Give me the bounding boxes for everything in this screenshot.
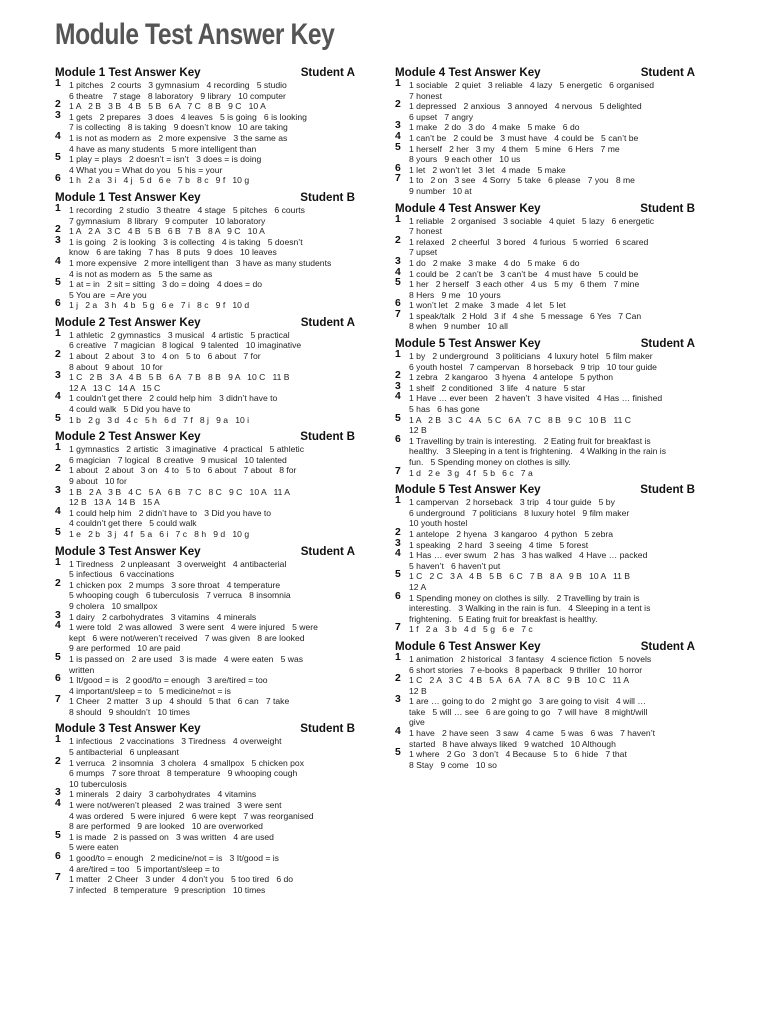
- exercise-number: 5: [395, 141, 401, 153]
- exercise-number: 3: [55, 370, 61, 382]
- exercise-answers: 1 matter 2 Cheer 3 under 4 don’t you 5 too tired 6 do 7 infected 8 temperature 9 prescription 10 times: [69, 874, 294, 895]
- exercise-answers: 1 B 2 A 3 B 4 C 5 A 6 B 7 C 8 C 9 C 10 A 11 A 12 B 13 A 14 B 15 A: [69, 486, 291, 508]
- exercise-answers: 1 won’t let 2 make 3 made 4 let 5 let: [409, 300, 566, 311]
- exercise-number: 4: [55, 130, 61, 142]
- exercise-answers: 1 d 2 e 3 g 4 f 5 b 6 c 7 a: [409, 467, 533, 478]
- exercise-number: 1: [395, 651, 401, 663]
- exercise-number: 2: [55, 224, 61, 236]
- exercise-number: 7: [395, 173, 401, 185]
- module-title: Module 2 Test Answer Key: [55, 315, 201, 329]
- exercise-item: [395, 162, 695, 176]
- exercise-item: [55, 109, 355, 133]
- exercise-number: 5: [395, 569, 401, 581]
- exercise-item: [395, 675, 695, 696]
- answer-section: [395, 202, 695, 333]
- exercise-answers: 1 C 2 C 3 A 4 B 5 B 6 C 7 B 8 A 9 B 10 A 11 B 12 A: [409, 571, 631, 592]
- exercise-answers: 1 depressed 2 anxious 3 annoyed 4 nervous 5 delighted 6 upset 7 angry: [409, 101, 642, 122]
- exercise-answers: 1 good/to = enough 2 medicine/not = is 3 It/good = is 4 are/tired = too 5 important/sleep = to: [69, 853, 279, 874]
- exercise-item: [395, 213, 695, 237]
- exercise-number: 2: [395, 234, 401, 246]
- exercise-item: [395, 393, 695, 414]
- exercise-item: [55, 505, 355, 529]
- exercise-item: [55, 279, 355, 300]
- exercise-number: 1: [55, 202, 61, 214]
- exercise-answers: 1 were not/weren’t pleased 2 was trained 3 were sent 4 was ordered 5 were injured 6 were kept 7 was reorganised 8 are performed 9 are looked 10 are overworked: [69, 800, 314, 832]
- exercise-number: 3: [395, 537, 401, 549]
- exercise-answers: 1 could be 2 can’t be 3 can’t be 4 must have 5 could be: [409, 268, 639, 279]
- section-heading: [55, 66, 355, 79]
- exercise-answers: 1 can’t be 2 could be 3 must have 4 could be 5 can’t be: [409, 132, 639, 143]
- exercise-item: [55, 853, 355, 874]
- exercise-answers: 1 gets 2 prepares 3 does 4 leaves 5 is going 6 is looking 7 is collecting 8 is taking 9 doesn’t know 10 are taking: [69, 111, 307, 133]
- exercise-answers: 1 animation 2 historical 3 fantasy 4 science fiction 5 novels 6 short stories 7 e-books 8 paperback 9 thriller 10 horror: [409, 653, 652, 675]
- exercise-answers: 1 campervan 2 horseback 3 trip 4 tour guide 5 by 6 underground 7 politicians 8 luxury hotel 9 film maker 10 youth hostel: [409, 497, 630, 529]
- section-heading: [395, 640, 695, 653]
- exercise-number: 7: [395, 308, 401, 320]
- exercise-answers: 1 Tiredness 2 unpleasant 3 overweight 4 antibacterial 5 infectious 6 vaccinations: [69, 558, 287, 580]
- exercise-answers: 1 about 2 about 3 on 4 to 5 to 6 about 7 about 8 for 9 about 10 for: [69, 465, 297, 486]
- exercise-number: 3: [55, 787, 61, 799]
- exercise-answers: 1 at = in 2 sit = sitting 3 do = doing 4 does = do 5 You are = Are you: [69, 279, 263, 300]
- exercise-item: [55, 484, 355, 508]
- exercise-item: [55, 736, 355, 757]
- exercise-item: [55, 300, 355, 311]
- exercise-answers: 1 are … going to do 2 might go 3 are going to visit 4 will … take 5 will … see 6 are going to go 7 will have 8 might/will give: [409, 696, 648, 728]
- student-label: Student A: [640, 66, 695, 79]
- exercise-item: [55, 444, 355, 465]
- exercise-item: [395, 130, 695, 144]
- exercise-number: 4: [395, 266, 401, 278]
- exercise-item: [395, 380, 695, 394]
- exercise-number: 6: [395, 298, 401, 310]
- module-title: Module 4 Test Answer Key: [395, 66, 541, 79]
- student-label: Student A: [300, 544, 355, 558]
- exercise-number: 1: [55, 78, 61, 89]
- exercise-number: 4: [55, 798, 61, 810]
- exercise-number: 2: [395, 370, 401, 382]
- exercise-number: 6: [395, 590, 401, 602]
- student-label: Student B: [300, 722, 355, 736]
- exercise-number: 2: [55, 755, 61, 767]
- exercise-item: [55, 874, 355, 895]
- exercise-answers: 1 couldn’t get there 2 could help him 3 didn’t have to 4 could walk 5 Did you have to: [69, 393, 278, 415]
- exercise-number: 5: [55, 277, 61, 289]
- exercise-answers: 1 to 2 on 3 see 4 Sorry 5 take 6 please 7 you 8 me 9 number 10 at: [409, 175, 635, 196]
- exercise-number: 7: [55, 872, 61, 884]
- exercise-answers: 1 were told 2 was allowed 3 were sent 4 were injured 5 were kept 6 were not/weren’t received 7 was given 8 are looked 9 are performed 10 are paid: [69, 622, 318, 654]
- exercise-number: 4: [395, 548, 401, 560]
- exercise-answers: 1 let 2 won’t let 3 let 4 made 5 make: [409, 164, 566, 175]
- exercise-item: [395, 624, 695, 635]
- exercise-number: 4: [395, 726, 401, 738]
- exercise-number: 4: [55, 255, 61, 267]
- module-title: Module 4 Test Answer Key: [395, 201, 541, 215]
- exercise-item: [395, 300, 695, 311]
- exercise-item: [395, 526, 695, 540]
- exercise-item: [55, 800, 355, 832]
- exercise-number: 5: [395, 277, 401, 289]
- exercise-number: 1: [395, 78, 401, 89]
- exercise-answers: 1 gymnastics 2 artistic 3 imaginative 4 practical 5 athletic 6 magician 7 logical 8 creative 9 musical 10 talented: [69, 444, 304, 465]
- exercise-number: 4: [55, 620, 61, 632]
- exercise-item: [395, 412, 695, 436]
- exercise-item: [395, 255, 695, 269]
- exercise-number: 6: [55, 173, 61, 185]
- student-label: Student B: [300, 190, 355, 204]
- exercise-item: [395, 590, 695, 625]
- exercise-number: 3: [55, 609, 61, 621]
- exercise-answers: 1 is not as modern as 2 more expensive 3 the same as 4 have as many students 5 more intelligent than: [69, 132, 288, 154]
- exercise-item: [55, 651, 355, 675]
- module-title: Module 2 Test Answer Key: [55, 430, 201, 444]
- answer-section: [55, 545, 355, 718]
- exercise-number: 1: [55, 734, 61, 746]
- exercise-answers: 1 about 2 about 3 to 4 on 5 to 6 about 7 for 8 about 9 about 10 for: [69, 351, 261, 372]
- exercise-answers: 1 herself 2 her 3 my 4 them 5 mine 6 Hers 7 me 8 yours 9 each other 10 us: [409, 143, 620, 165]
- exercise-number: 7: [395, 465, 401, 477]
- exercise-number: 1: [55, 327, 61, 339]
- section-heading: [395, 483, 695, 496]
- exercise-answers: 1 Have … ever been 2 haven’t 3 have visited 4 Has … finished 5 has 6 has gone: [409, 393, 663, 415]
- student-label: Student B: [300, 430, 355, 444]
- exercise-answers: 1 Cheer 2 matter 3 up 4 should 5 that 6 can 7 take 8 should 9 shouldn’t 10 times: [69, 696, 290, 717]
- exercise-item: [55, 327, 355, 351]
- exercise-answers: 1 speaking 2 hard 3 seeing 4 time 5 forest: [409, 539, 589, 550]
- exercise-answers: 1 e 2 b 3 j 4 f 5 a 6 i 7 c 8 h 9 d 10 g: [69, 528, 250, 539]
- exercise-item: [395, 696, 695, 728]
- student-label: Student A: [640, 337, 695, 351]
- exercise-item: [395, 465, 695, 479]
- exercise-answers: 1 athletic 2 gymnastics 3 musical 4 artistic 5 practical 6 creative 7 magician 8 logical 9 talented 10 imaginative: [69, 329, 302, 351]
- exercise-answers: 1 j 2 a 3 h 4 b 5 g 6 e 7 i 8 c 9 f 10 d: [69, 300, 250, 311]
- exercise-item: [395, 351, 695, 372]
- section-heading: [55, 316, 355, 329]
- exercise-number: 2: [55, 99, 61, 111]
- exercise-answers: 1 chicken pox 2 mumps 3 sore throat 4 temperature 5 whooping cough 6 tuberculosis 7 verruca 8 insomnia 9 cholera 10 smallpox: [69, 579, 291, 611]
- exercise-number: 2: [395, 673, 401, 685]
- module-title: Module 3 Test Answer Key: [55, 722, 201, 736]
- exercise-answers: 1 make 2 do 3 do 4 make 5 make 6 do: [409, 122, 580, 133]
- exercise-number: 4: [395, 391, 401, 403]
- exercise-item: [395, 433, 695, 468]
- exercise-answers: 1 more expensive 2 more intelligent than 3 have as many students 4 is not as modern as 5 the same as: [69, 257, 332, 279]
- exercise-answers: 1 Spending money on clothes is silly. 2 Travelling by train is interesting. 3 Walking in the rain is fun. 4 Sleeping in a tent is frightening. 5 Eating fruit for breakfast is healthy.: [409, 592, 651, 624]
- exercise-number: 2: [55, 577, 61, 589]
- module-title: Module 5 Test Answer Key: [395, 337, 541, 351]
- exercise-item: [395, 141, 695, 165]
- student-label: Student A: [300, 315, 355, 329]
- exercise-item: [395, 749, 695, 770]
- answer-section: [395, 337, 695, 478]
- exercise-item: [55, 622, 355, 654]
- exercise-number: 5: [395, 412, 401, 424]
- exercise-number: 7: [55, 694, 61, 706]
- exercise-answers: 1 dairy 2 carbohydrates 3 vitamins 4 minerals: [69, 611, 257, 622]
- exercise-number: 5: [395, 747, 401, 759]
- exercise-number: 2: [395, 526, 401, 538]
- exercise-answers: 1 where 2 Go 3 don’t 4 Because 5 to 6 hide 7 that 8 Stay 9 come 10 so: [409, 749, 627, 770]
- exercise-number: 2: [55, 463, 61, 475]
- answer-section: [55, 316, 355, 425]
- answer-section: [55, 66, 355, 186]
- exercise-item: [55, 556, 355, 580]
- exercise-answers: 1 Has … ever swum 2 has 3 has walked 4 Have … packed 5 haven’t 6 haven’t put: [409, 550, 648, 571]
- section-heading: [55, 722, 355, 735]
- exercise-answers: 1 minerals 2 dairy 3 carbohydrates 4 vitamins: [69, 789, 257, 800]
- exercise-number: 3: [395, 380, 401, 392]
- exercise-answers: 1 A 2 B 3 B 4 B 5 B 6 A 7 C 8 B 9 C 10 A: [69, 101, 266, 112]
- exercise-answers: 1 b 2 g 3 d 4 c 5 h 6 d 7 f 8 j 9 a 10 i: [69, 414, 250, 425]
- exercise-answers: 1 shelf 2 conditioned 3 life 4 nature 5 star: [409, 382, 586, 393]
- exercise-item: [55, 101, 355, 112]
- exercise-item: [55, 372, 355, 393]
- exercise-number: 1: [55, 556, 61, 568]
- exercise-answers: 1 verruca 2 insomnia 3 cholera 4 smallpox 5 chicken pox 6 mumps 7 sore throat 8 temperature 9 whooping cough 10 tuberculosis: [69, 757, 305, 789]
- exercise-number: 6: [55, 851, 61, 862]
- exercise-item: [395, 537, 695, 551]
- exercise-answers: 1 do 2 make 3 make 4 do 5 make 6 do: [409, 257, 580, 268]
- exercise-answers: 1 sociable 2 quiet 3 reliable 4 lazy 5 energetic 6 organised 7 honest: [409, 80, 655, 101]
- exercise-item: [55, 255, 355, 279]
- exercise-item: [55, 202, 355, 226]
- answer-section: [55, 430, 355, 539]
- exercise-item: [395, 279, 695, 300]
- answer-section: [55, 191, 355, 311]
- exercise-item: [55, 351, 355, 372]
- exercise-answers: 1 reliable 2 organised 3 sociable 4 quiet 5 lazy 6 energetic 7 honest: [409, 215, 655, 237]
- exercise-item: [55, 175, 355, 186]
- exercise-item: [55, 130, 355, 154]
- answer-section: [395, 640, 695, 771]
- exercise-item: [395, 101, 695, 122]
- exercise-number: 1: [395, 213, 401, 225]
- section-heading: [395, 66, 695, 79]
- exercise-answers: 1 play = plays 2 doesn’t = isn’t 3 does = is doing 4 What you = What do you 5 his = your: [69, 154, 262, 175]
- exercise-answers: 1 could help him 2 didn’t have to 3 Did you have to 4 couldn’t get there 5 could walk: [69, 507, 272, 529]
- exercise-answers: 1 antelope 2 hyena 3 kangaroo 4 python 5 zebra: [409, 528, 614, 539]
- exercise-answers: 1 infectious 2 vaccinations 3 Tiredness 4 overweight 5 antibacterial 6 unpleasant: [69, 736, 282, 758]
- exercise-item: [55, 526, 355, 540]
- exercise-answers: 1 Travelling by train is interesting. 2 Eating fruit for breakfast is healthy. 3 Sleeping in a tent is frightening. 4 Walking in the rain is fun. 5 Spending money on clothes is silly.: [409, 435, 667, 467]
- exercise-item: [395, 372, 695, 383]
- module-title: Module 5 Test Answer Key: [395, 483, 541, 497]
- answer-section: [55, 722, 355, 895]
- exercise-answers: 1 pitches 2 courts 3 gymnasium 4 recording 5 studio 6 theatre 7 stage 8 laboratory 9 library 10 computer: [69, 80, 287, 101]
- exercise-item: [55, 226, 355, 237]
- exercise-item: [395, 266, 695, 280]
- exercise-item: [55, 755, 355, 790]
- exercise-number: 6: [395, 162, 401, 174]
- exercise-item: [55, 412, 355, 426]
- exercise-answers: 1 It/good = is 2 good/to = enough 3 are/tired = too 4 important/sleep = to 5 medicine/not = is: [69, 675, 268, 696]
- student-label: Student A: [300, 66, 355, 79]
- exercise-answers: 1 h 2 a 3 i 4 j 5 d 6 e 7 b 8 c 9 f 10 g: [69, 175, 250, 186]
- exercise-item: [55, 696, 355, 717]
- exercise-answers: 1 recording 2 studio 3 theatre 4 stage 5 pitches 6 courts 7 gymnasium 8 library 9 computer 10 laboratory: [69, 204, 305, 226]
- exercise-item: [55, 675, 355, 696]
- exercise-answers: 1 A 2 B 3 C 4 A 5 C 6 A 7 C 8 B 9 C 10 B 11 C 12 B: [409, 414, 631, 436]
- exercise-number: 1: [395, 495, 401, 507]
- section-heading: [55, 430, 355, 443]
- exercise-item: [55, 577, 355, 612]
- exercise-item: [55, 789, 355, 800]
- exercise-item: [395, 728, 695, 749]
- exercise-item: [395, 122, 695, 133]
- student-label: Student B: [640, 201, 695, 215]
- exercise-number: 5: [55, 651, 61, 663]
- exercise-number: 5: [55, 829, 61, 841]
- exercise-answers: 1 C 2 A 3 C 4 B 5 A 6 A 7 A 8 C 9 B 10 C 11 A 12 B: [409, 675, 630, 696]
- exercise-item: [395, 497, 695, 529]
- exercise-number: 4: [55, 505, 61, 517]
- exercise-answers: 1 zebra 2 kangaroo 3 hyena 4 antelope 5 python: [409, 372, 614, 383]
- page-title: Module Test Answer Key: [55, 18, 335, 51]
- exercise-number: 3: [395, 694, 401, 706]
- exercise-number: 3: [55, 234, 61, 246]
- exercise-answers: 1 have 2 have seen 3 saw 4 came 5 was 6 was 7 haven’t started 8 have always liked 9 watched 10 Although: [409, 728, 656, 749]
- exercise-number: 2: [55, 349, 61, 361]
- exercise-answers: 1 her 2 herself 3 each other 4 us 5 my 6 them 7 mine 8 Hers 9 me 10 yours: [409, 279, 640, 300]
- exercise-number: 5: [55, 412, 61, 424]
- exercise-number: 5: [55, 152, 61, 164]
- exercise-answers: 1 by 2 underground 3 politicians 4 luxury hotel 5 film maker 6 youth hostel 7 campervan 8 horseback 9 trip 10 tour guide: [409, 351, 657, 372]
- module-title: Module 3 Test Answer Key: [55, 544, 201, 558]
- exercise-item: [55, 154, 355, 175]
- exercise-item: [55, 465, 355, 486]
- exercise-answers: 1 relaxed 2 cheerful 3 bored 4 furious 5 worried 6 scared 7 upset: [409, 236, 649, 258]
- exercise-number: 1: [395, 349, 401, 361]
- answer-section: [395, 483, 695, 635]
- exercise-item: [395, 234, 695, 258]
- section-heading: [55, 545, 355, 558]
- answer-section: [395, 66, 695, 197]
- exercise-number: 3: [395, 255, 401, 267]
- exercise-number: 3: [395, 120, 401, 132]
- exercise-answers: 1 C 2 B 3 A 4 B 5 B 6 A 7 B 8 B 9 A 10 C 11 B 12 A 13 C 14 A 15 C: [69, 372, 290, 393]
- exercise-item: [55, 80, 355, 101]
- exercise-item: [55, 234, 355, 258]
- exercise-number: 4: [55, 391, 61, 403]
- exercise-item: [395, 80, 695, 101]
- module-title: Module 1 Test Answer Key: [55, 66, 201, 79]
- exercise-number: 1: [55, 442, 61, 454]
- exercise-number: 4: [395, 130, 401, 142]
- student-label: Student B: [640, 483, 695, 497]
- section-heading: [395, 202, 695, 215]
- section-heading: [55, 191, 355, 204]
- exercise-item: [395, 651, 695, 675]
- exercise-answers: 1 is going 2 is looking 3 is collecting 4 is taking 5 doesn’t know 6 are taking 7 has 8 puts 9 does 10 leaves: [69, 236, 303, 258]
- exercise-number: 2: [395, 99, 401, 111]
- exercise-answers: 1 A 2 A 3 C 4 B 5 B 6 B 7 B 8 A 9 C 10 A: [69, 226, 265, 237]
- exercise-item: [395, 571, 695, 592]
- exercise-item: [55, 393, 355, 414]
- right-column: [395, 66, 695, 775]
- exercise-item: [395, 550, 695, 571]
- exercise-number: 3: [55, 109, 61, 121]
- exercise-number: 6: [55, 673, 61, 685]
- exercise-number: 6: [55, 298, 61, 310]
- exercise-item: [55, 609, 355, 623]
- exercise-number: 5: [55, 526, 61, 538]
- exercise-number: 7: [395, 622, 401, 634]
- exercise-number: 3: [55, 484, 61, 496]
- exercise-answers: 1 is made 2 is passed on 3 was written 4 are used 5 were eaten: [69, 831, 274, 853]
- exercise-item: [55, 829, 355, 853]
- module-title: Module 6 Test Answer Key: [395, 639, 541, 653]
- exercise-answers: 1 is passed on 2 are used 3 is made 4 were eaten 5 was written: [69, 653, 304, 675]
- exercise-number: 6: [395, 433, 401, 445]
- exercise-item: [395, 175, 695, 196]
- student-label: Student A: [640, 639, 695, 653]
- module-title: Module 1 Test Answer Key: [55, 190, 201, 204]
- exercise-answers: 1 speak/talk 2 Hold 3 if 4 she 5 message 6 Yes 7 Can 8 when 9 number 10 all: [409, 310, 642, 332]
- exercise-item: [395, 308, 695, 332]
- exercise-answers: 1 f 2 a 3 b 4 d 5 g 6 e 7 c: [409, 624, 533, 635]
- section-heading: [395, 337, 695, 350]
- left-column: [55, 66, 355, 900]
